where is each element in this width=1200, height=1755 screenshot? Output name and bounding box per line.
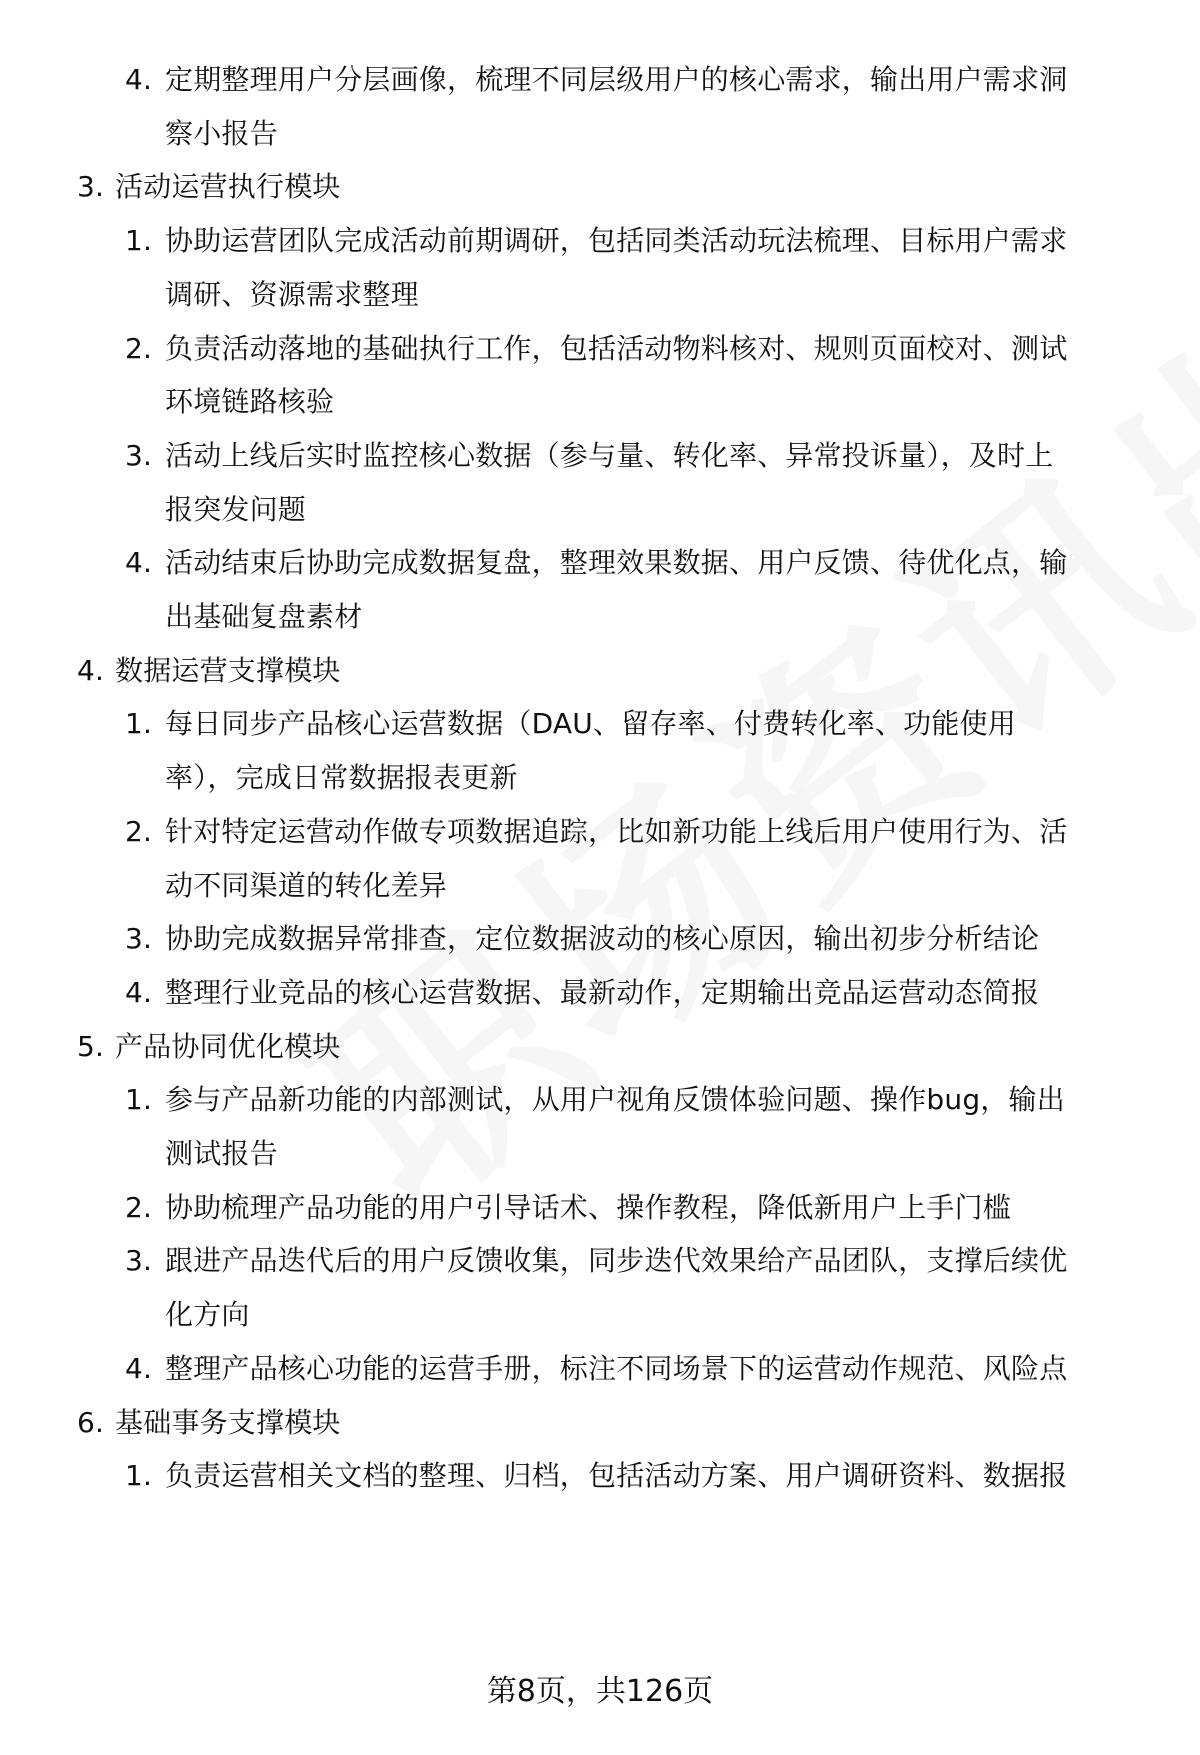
list-item [0,1080,1200,1120]
list-item-continuation [0,490,1200,530]
list-item-text: 察小报告 [165,116,278,150]
list-item-text: 环境链路核验 [165,385,335,419]
list-item [0,1241,1200,1281]
list-item [0,651,1200,691]
list-item-number: 1. [125,1083,153,1117]
list-item-text: 基础事务支撑模块 [115,1405,341,1439]
list-item-continuation [0,1134,1200,1174]
list-item-continuation [0,758,1200,798]
list-item [0,1027,1200,1067]
list-item-number: 1. [125,1459,153,1493]
list-item [0,919,1200,959]
list-item-number: 4. [125,1351,153,1385]
list-item-number: 6. [77,1405,105,1439]
list-item-continuation [0,1295,1200,1335]
list-item-text: 产品协同优化模块 [115,1029,341,1063]
list-item-continuation [0,866,1200,906]
list-item [0,1456,1200,1496]
list-item-text: 调研、资源需求整理 [165,277,419,311]
list-item-text: 每日同步产品核心运营数据（DAU、留存率、付费转化率、功能使用 [165,707,1016,741]
list-item [0,221,1200,261]
list-item-text: 针对特定运营动作做专项数据追踪，比如新功能上线后用户使用行为、活 [165,814,1068,848]
list-item-text: 跟进产品迭代后的用户反馈收集，同步迭代效果给产品团队，支撑后续优 [165,1244,1068,1278]
list-item-number: 1. [125,707,153,741]
list-item-text: 化方向 [165,1298,250,1332]
list-item-text: 测试报告 [165,1137,278,1170]
list-item-continuation [0,114,1200,154]
list-item-text: 整理产品核心功能的运营手册，标注不同场景下的运营动作规范、风险点 [165,1351,1068,1385]
list-item-number: 3. [125,438,153,472]
list-item-number: 2. [125,1190,153,1224]
list-item-text: 协助完成数据异常排查，定位数据波动的核心原因，输出初步分析结论 [165,922,1040,956]
list-item-continuation [0,275,1200,315]
list-item-text: 协助梳理产品功能的用户引导话术、操作教程，降低新用户上手门槛 [165,1190,1012,1224]
list-item-text: 活动运营执行模块 [115,170,341,204]
list-item [0,543,1200,583]
list-item-continuation [0,382,1200,422]
list-item-text: 活动结束后协助完成数据复盘，整理效果数据、用户反馈、待优化点，输 [165,546,1068,580]
list-item-number: 4. [125,975,153,1009]
list-item [0,167,1200,207]
list-item-number: 3. [125,1244,153,1278]
list-item [0,60,1200,100]
list-item [0,1349,1200,1389]
list-item-text: 报突发问题 [165,492,307,526]
list-item [0,329,1200,369]
list-item-number: 4. [125,546,153,580]
list-item [0,1403,1200,1443]
list-item-number: 4. [77,653,105,687]
list-item [0,704,1200,744]
list-item-text: 率），完成日常数据报表更新 [165,761,518,795]
list-item-text: 负责运营相关文档的整理、归档，包括活动方案、用户调研资料、数据报 [165,1459,1068,1493]
list-item-number: 2. [125,814,153,848]
list-item-text: 定期整理用户分层画像，梳理不同层级用户的核心需求，输出用户需求洞 [165,63,1068,96]
list-item-number: 3. [77,170,105,204]
list-item [0,436,1200,476]
list-item-continuation [0,597,1200,637]
page-footer: 第8页，共126页 [486,1674,714,1709]
list-item-text: 协助运营团队完成活动前期调研，包括同类活动玩法梳理、目标用户需求 [165,224,1068,258]
list-item-text: 动不同渠道的转化差异 [165,868,448,902]
list-item-text: 整理行业竞品的核心运营数据、最新动作，定期输出竞品运营动态简报 [165,975,1040,1009]
list-item-text: 参与产品新功能的内部测试，从用户视角反馈体验问题、操作bug，输出 [165,1083,1065,1117]
list-item-number: 3. [125,922,153,956]
list-item [0,812,1200,852]
list-item [0,973,1200,1013]
list-item-text: 数据运营支撑模块 [115,653,341,687]
list-item-number: 4. [125,63,153,96]
list-item-text: 活动上线后实时监控核心数据（参与量、转化率、异常投诉量），及时上 [165,438,1054,472]
list-item-text: 负责活动落地的基础执行工作，包括活动物料核对、规则页面校对、测试 [165,331,1068,365]
list-item [0,1188,1200,1228]
list-item-number: 1. [125,224,153,258]
list-item-number: 2. [125,331,153,365]
list-item-number: 5. [77,1029,105,1063]
list-item-text: 出基础复盘素材 [165,600,363,633]
